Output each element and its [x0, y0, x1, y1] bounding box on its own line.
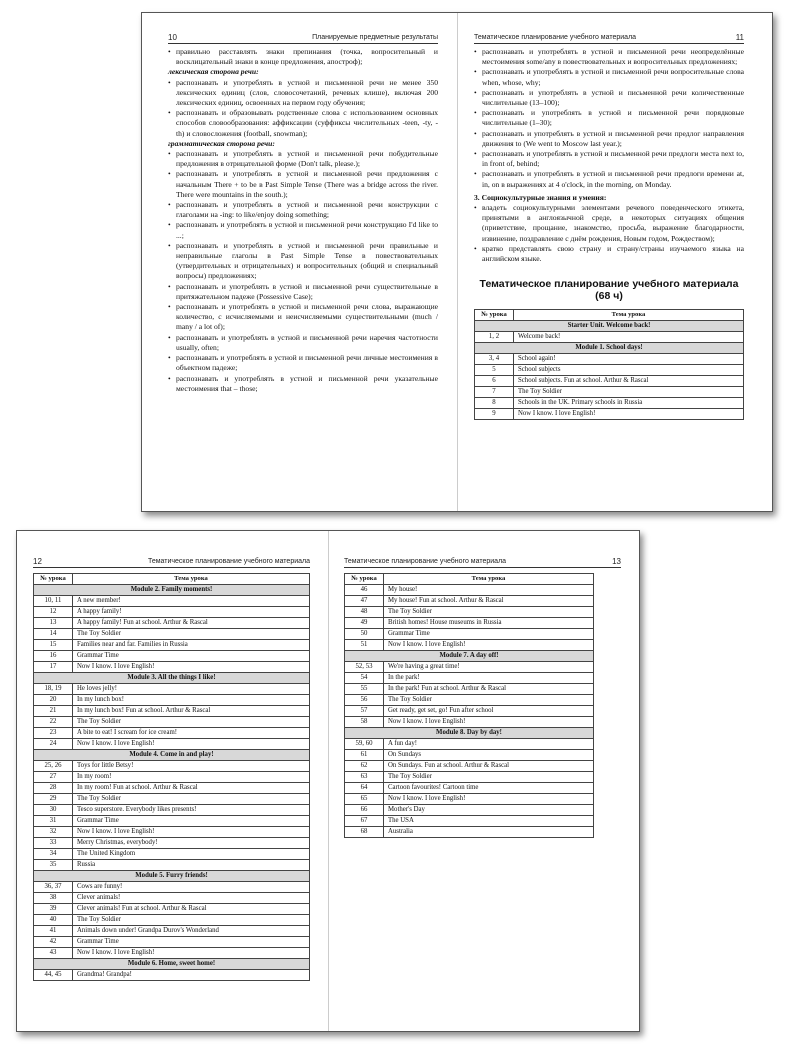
lesson-number: 52, 53	[345, 662, 384, 673]
lesson-number: 47	[345, 596, 384, 607]
module-title: Module 7. A day off!	[345, 651, 594, 662]
lesson-topic: My house! Fun at school. Arthur & Rascal	[384, 596, 594, 607]
module-title: Module 2. Family moments!	[34, 585, 310, 596]
header-lesson-topic: Тема урока	[73, 574, 310, 585]
module-title: Module 6. Home, sweet home!	[34, 959, 310, 970]
lesson-topic: Grandma! Grandpa!	[73, 970, 310, 981]
lesson-table	[33, 573, 310, 981]
page-13-header	[344, 557, 621, 568]
lesson-number: 3, 4	[475, 354, 514, 365]
table-row	[34, 816, 310, 827]
lesson-topic: Now I know. I love English!	[384, 717, 594, 728]
lesson-number: 24	[34, 739, 73, 750]
lesson-number: 16	[34, 651, 73, 662]
bullet-item: • распознавать и употреблять в устной и письменной речи предлоги места next to, in front of, behind;	[474, 149, 744, 169]
lesson-topic: Clever animals! Fun at school. Arthur & Rascal	[73, 904, 310, 915]
page-10-body	[168, 47, 438, 394]
table-row	[345, 640, 594, 651]
lesson-number: 27	[34, 772, 73, 783]
lesson-number: 55	[345, 684, 384, 695]
lesson-table	[474, 309, 744, 420]
bullet-item: • распознавать и употреблять в устной и письменной речи указательные местоимения that – those;	[168, 374, 438, 394]
table-row	[34, 662, 310, 673]
bullet-item: • распознавать и употреблять в устной и письменной речи наречия частотности usually, often;	[168, 333, 438, 353]
table-row	[34, 882, 310, 893]
table-row	[34, 772, 310, 783]
table-row	[34, 937, 310, 948]
gutter-line	[457, 13, 458, 511]
lesson-number: 38	[34, 893, 73, 904]
lesson-number: 10, 11	[34, 596, 73, 607]
table-header-row	[34, 574, 310, 585]
lesson-topic: Mother's Day	[384, 805, 594, 816]
lesson-number: 54	[345, 673, 384, 684]
lesson-topic: School again!	[514, 354, 744, 365]
table-row	[345, 783, 594, 794]
table-row	[475, 409, 744, 420]
lesson-number: 29	[34, 794, 73, 805]
module-row	[34, 750, 310, 761]
lesson-topic: British homes! House museums in Russia	[384, 618, 594, 629]
table-row	[34, 706, 310, 717]
lesson-topic: Clever animals!	[73, 893, 310, 904]
table-row	[345, 596, 594, 607]
lesson-number: 5	[475, 365, 514, 376]
header-lesson-topic: Тема урока	[514, 310, 744, 321]
bullet-item: • правильно расставлять знаки препинания (точка, вопросительный и восклицательный знаки в конце предложения, апостроф);	[168, 47, 438, 67]
module-title: Starter Unit. Welcome back!	[475, 321, 744, 332]
page-11-header	[474, 33, 744, 44]
bullet-item: • распознавать и употреблять в устной и письменной речи слова, выражающие количество, с исчисляемыми и неисчисляемыми существительными (much / many / a lot of);	[168, 302, 438, 333]
lesson-topic: Now I know. I love English!	[514, 409, 744, 420]
lesson-topic: The Toy Soldier	[384, 772, 594, 783]
gutter-line	[328, 531, 329, 1031]
lesson-topic: Tesco superstore. Everybody likes presents!	[73, 805, 310, 816]
header-lesson-number: № урока	[475, 310, 514, 321]
lesson-number: 46	[345, 585, 384, 596]
lesson-number: 8	[475, 398, 514, 409]
lesson-number: 22	[34, 717, 73, 728]
lesson-number: 33	[34, 838, 73, 849]
lesson-number: 66	[345, 805, 384, 816]
lesson-topic: My house!	[384, 585, 594, 596]
table-row	[345, 805, 594, 816]
lesson-topic: In the park! Fun at school. Arthur & Rascal	[384, 684, 594, 695]
lesson-number: 62	[345, 761, 384, 772]
table-row	[345, 673, 594, 684]
lesson-topic: In my room! Fun at school. Arthur & Rascal	[73, 783, 310, 794]
table-row	[34, 838, 310, 849]
lesson-topic: School subjects. Fun at school. Arthur & Rascal	[514, 376, 744, 387]
table-row	[34, 607, 310, 618]
lesson-topic: Now I know. I love English!	[384, 794, 594, 805]
table-row	[34, 948, 310, 959]
bottom-spread	[16, 530, 640, 1032]
module-title: Module 5. Furry friends!	[34, 871, 310, 882]
bullet-item: • владеть социокультурными элементами речевого поведенческого этикета, принятыми в англоязычной среде, в некоторых ситуациях общения (приветствие, прощание, знакомство, просьба, выражение благодарности, извинение, поздравление с днём рождения, Новым годом, Рождеством);	[474, 203, 744, 244]
table-header-row	[345, 574, 594, 585]
bullet-item: • распознавать и употреблять в устной и письменной речи правильные и неправильные глаголы в Past Simple Tense в повествовательных (утвердительных и отрицательных) и вопросительных (общий и специальный вопросы) предложениях;	[168, 241, 438, 282]
lesson-number: 34	[34, 849, 73, 860]
lesson-topic: The Toy Soldier	[384, 695, 594, 706]
bullet-item: • кратко представлять свою страну и страну/страны изучаемого языка на английском языке.	[474, 244, 744, 264]
lesson-topic: A new member!	[73, 596, 310, 607]
bullet-item: • распознавать и употреблять в устной и письменной речи предлог направления движения to (We went to Moscow last year.);	[474, 129, 744, 149]
lesson-number: 48	[345, 607, 384, 618]
module-title: Module 1. School days!	[475, 343, 744, 354]
lesson-topic: Get ready, get set, go! Fun after school	[384, 706, 594, 717]
page-10-header	[168, 33, 438, 44]
table-row	[345, 816, 594, 827]
running-title: Тематическое планирование учебного материала	[474, 34, 637, 41]
lesson-number: 36, 37	[34, 882, 73, 893]
table-row	[345, 607, 594, 618]
table-row	[345, 750, 594, 761]
header-lesson-topic: Тема урока	[384, 574, 594, 585]
table-row	[34, 915, 310, 926]
bullet-list	[168, 78, 438, 139]
lesson-topic: Russia	[73, 860, 310, 871]
lesson-topic: We're having a great time!	[384, 662, 594, 673]
table-row	[345, 684, 594, 695]
bullet-item: • распознавать и употреблять в устной и письменной речи конструкции с глаголами на -ing: to like/enjoy doing something;	[168, 200, 438, 220]
table-row	[34, 618, 310, 629]
page-11-text	[474, 47, 744, 264]
lesson-topic: Grammar Time	[73, 651, 310, 662]
table-row	[34, 970, 310, 981]
lesson-topic: Cartoon favourites! Cartoon time	[384, 783, 594, 794]
lesson-number: 32	[34, 827, 73, 838]
module-title: Module 3. All the things I like!	[34, 673, 310, 684]
module-row	[345, 651, 594, 662]
table-row	[34, 893, 310, 904]
module-row	[34, 871, 310, 882]
lesson-topic: A happy family! Fun at school. Arthur & Rascal	[73, 618, 310, 629]
table-row	[34, 783, 310, 794]
lesson-topic: Grammar Time	[73, 816, 310, 827]
table-row	[34, 728, 310, 739]
module-row	[34, 959, 310, 970]
bullet-list	[474, 47, 744, 190]
table-row	[475, 398, 744, 409]
bullet-item: • распознавать и употреблять в устной и письменной речи количественные числительные (13–100);	[474, 88, 744, 108]
lesson-topic: Grammar Time	[73, 937, 310, 948]
lesson-number: 58	[345, 717, 384, 728]
lesson-number: 9	[475, 409, 514, 420]
lesson-topic: School subjects	[514, 365, 744, 376]
lesson-number: 15	[34, 640, 73, 651]
lesson-topic: Animals down under! Grandpa Durov's Wonderland	[73, 926, 310, 937]
lesson-number: 17	[34, 662, 73, 673]
table-row	[345, 618, 594, 629]
running-title: Тематическое планирование учебного материала	[147, 558, 310, 565]
page-number: 11	[735, 33, 744, 42]
lesson-number: 6	[475, 376, 514, 387]
bullet-item: • распознавать и употреблять в устной и письменной речи существительные в притяжательном падеже (Possessive Case);	[168, 282, 438, 302]
table-row	[475, 354, 744, 365]
lesson-number: 13	[34, 618, 73, 629]
lesson-topic: Australia	[384, 827, 594, 838]
module-row	[34, 585, 310, 596]
lesson-topic: Families near and far. Families in Russia	[73, 640, 310, 651]
table-row	[34, 739, 310, 750]
table-row	[345, 794, 594, 805]
lesson-topic: Now I know. I love English!	[73, 739, 310, 750]
table-row	[475, 387, 744, 398]
section-heading: 3. Социокультурные знания и умения:	[474, 192, 607, 202]
lesson-number: 51	[345, 640, 384, 651]
bullet-item: • распознавать и употреблять в устной и письменной речи личные местоимения в объектном падеже;	[168, 353, 438, 373]
lesson-number: 63	[345, 772, 384, 783]
module-row	[475, 343, 744, 354]
lesson-number: 61	[345, 750, 384, 761]
lesson-number: 25, 26	[34, 761, 73, 772]
module-row	[345, 728, 594, 739]
table-row	[345, 761, 594, 772]
lesson-topic: The Toy Soldier	[73, 717, 310, 728]
lesson-topic: Welcome back!	[514, 332, 744, 343]
lesson-topic: A fun day!	[384, 739, 594, 750]
lesson-number: 68	[345, 827, 384, 838]
lesson-topic: Merry Christmas, everybody!	[73, 838, 310, 849]
bullet-item: • распознавать и употреблять в устной и письменной речи не менее 350 лексических единиц (слов, словосочетаний, речевых клише), включая 200 лексических единиц, освоенных на первом году обучения;	[168, 78, 438, 109]
table-row	[345, 706, 594, 717]
module-row	[475, 321, 744, 332]
table-row	[34, 596, 310, 607]
lesson-topic: The Toy Soldier	[384, 607, 594, 618]
table-row	[475, 332, 744, 343]
table-row	[345, 717, 594, 728]
lesson-topic: In the park!	[384, 673, 594, 684]
page-11-body	[474, 47, 744, 420]
lesson-number: 30	[34, 805, 73, 816]
module-row	[34, 673, 310, 684]
lesson-number: 40	[34, 915, 73, 926]
page-number: 10	[168, 33, 177, 42]
bullet-item: • распознавать и употреблять в устной и письменной речи предложения с начальным There + to be в Past Simple Tense (There was a bridge across the river. There were mountains in the south.);	[168, 169, 438, 200]
bullet-item: • распознавать и употреблять в устной и письменной речи неопределённые местоимения some/any в повествовательных и вопросительных предложениях;	[474, 47, 744, 67]
lesson-number: 57	[345, 706, 384, 717]
table-header-row	[475, 310, 744, 321]
bullet-list	[168, 149, 438, 394]
lesson-topic: A bite to eat! I scream for ice cream!	[73, 728, 310, 739]
table-row	[345, 629, 594, 640]
subheading: лексическая сторона речи:	[168, 67, 259, 77]
table-row	[34, 717, 310, 728]
table-row	[34, 794, 310, 805]
lesson-number: 59, 60	[345, 739, 384, 750]
table-row	[475, 376, 744, 387]
lesson-number: 64	[345, 783, 384, 794]
lesson-number: 44, 45	[34, 970, 73, 981]
bullet-list	[168, 47, 438, 67]
bullet-item: • распознавать и употреблять в устной и письменной речи побудительные предложения в отрицательной форме (Don't talk, please.);	[168, 149, 438, 169]
lesson-number: 41	[34, 926, 73, 937]
lesson-topic: Now I know. I love English!	[384, 640, 594, 651]
bullet-list	[474, 203, 744, 264]
running-title: Планируемые предметные результаты	[312, 34, 438, 41]
table-row	[345, 662, 594, 673]
table-row	[34, 684, 310, 695]
page-12-header	[33, 557, 310, 568]
lesson-topic: In my lunch box! Fun at school. Arthur & Rascal	[73, 706, 310, 717]
lesson-topic: In my room!	[73, 772, 310, 783]
lesson-table	[344, 573, 594, 838]
lesson-number: 21	[34, 706, 73, 717]
table-title: Тематическое планирование учебного материала (68 ч)	[479, 278, 739, 303]
lesson-number: 65	[345, 794, 384, 805]
lesson-topic: On Sundays	[384, 750, 594, 761]
table-row	[34, 926, 310, 937]
running-title: Тематическое планирование учебного материала	[344, 558, 507, 565]
bullet-item: • распознавать и употреблять в устной и письменной речи предлоги времени at, in, on в выражениях at 4 o'clock, in the morning, on Monday.	[474, 169, 744, 189]
lesson-number: 7	[475, 387, 514, 398]
lesson-topic: The United Kingdom	[73, 849, 310, 860]
lesson-number: 35	[34, 860, 73, 871]
table-row	[345, 739, 594, 750]
lesson-number: 20	[34, 695, 73, 706]
table-row	[475, 365, 744, 376]
table-row	[345, 695, 594, 706]
lesson-number: 56	[345, 695, 384, 706]
page-number: 13	[612, 557, 621, 566]
bullet-item: • распознавать и употреблять в устной и письменной речи конструкцию I'd like to ...;	[168, 220, 438, 240]
lesson-number: 42	[34, 937, 73, 948]
lesson-topic: A happy family!	[73, 607, 310, 618]
lesson-number: 1, 2	[475, 332, 514, 343]
lesson-topic: Now I know. I love English!	[73, 662, 310, 673]
table-row	[34, 651, 310, 662]
lesson-topic: Now I know. I love English!	[73, 948, 310, 959]
top-spread	[141, 12, 773, 512]
lesson-topic: The USA	[384, 816, 594, 827]
lesson-number: 14	[34, 629, 73, 640]
header-lesson-number: № урока	[34, 574, 73, 585]
lesson-number: 49	[345, 618, 384, 629]
page-number: 12	[33, 557, 42, 566]
header-lesson-number: № урока	[345, 574, 384, 585]
table-row	[34, 860, 310, 871]
table-row	[345, 827, 594, 838]
lesson-topic: The Toy Soldier	[73, 915, 310, 926]
table-row	[34, 761, 310, 772]
table-row	[34, 904, 310, 915]
table-row	[345, 772, 594, 783]
lesson-number: 43	[34, 948, 73, 959]
lesson-number: 28	[34, 783, 73, 794]
lesson-topic: Cows are funny!	[73, 882, 310, 893]
table-row	[345, 585, 594, 596]
lesson-number: 31	[34, 816, 73, 827]
module-title: Module 4. Come in and play!	[34, 750, 310, 761]
lesson-number: 12	[34, 607, 73, 618]
lesson-topic: Toys for little Betsy!	[73, 761, 310, 772]
table-row	[34, 849, 310, 860]
module-title: Module 8. Day by day!	[345, 728, 594, 739]
bullet-item: • распознавать и употреблять в устной и письменной речи вопросительные слова when, whose, why;	[474, 67, 744, 87]
lesson-number: 67	[345, 816, 384, 827]
table-row	[34, 695, 310, 706]
lesson-topic: Now I know. I love English!	[73, 827, 310, 838]
subheading: грамматическая сторона речи:	[168, 138, 275, 148]
lesson-topic: On Sundays. Fun at school. Arthur & Rascal	[384, 761, 594, 772]
lesson-topic: The Toy Soldier	[73, 794, 310, 805]
lesson-topic: He loves jelly!	[73, 684, 310, 695]
lesson-topic: The Toy Soldier	[514, 387, 744, 398]
bullet-item: • распознавать и употреблять в устной и письменной речи порядковые числительные (1–30);	[474, 108, 744, 128]
table-row	[34, 805, 310, 816]
table-row	[34, 640, 310, 651]
lesson-number: 50	[345, 629, 384, 640]
table-row	[34, 629, 310, 640]
lesson-topic: Grammar Time	[384, 629, 594, 640]
lesson-topic: The Toy Soldier	[73, 629, 310, 640]
lesson-number: 23	[34, 728, 73, 739]
lesson-number: 18, 19	[34, 684, 73, 695]
bullet-item: • распознавать и образовывать родственные слова с использованием основных способов словообразования: аффиксации (суффиксы числительных -teen, -ty, -th) и словосложения (football, snowman);	[168, 108, 438, 139]
table-row	[34, 827, 310, 838]
lesson-topic: In my lunch box!	[73, 695, 310, 706]
lesson-number: 39	[34, 904, 73, 915]
lesson-topic: Schools in the UK. Primary schools in Russia	[514, 398, 744, 409]
